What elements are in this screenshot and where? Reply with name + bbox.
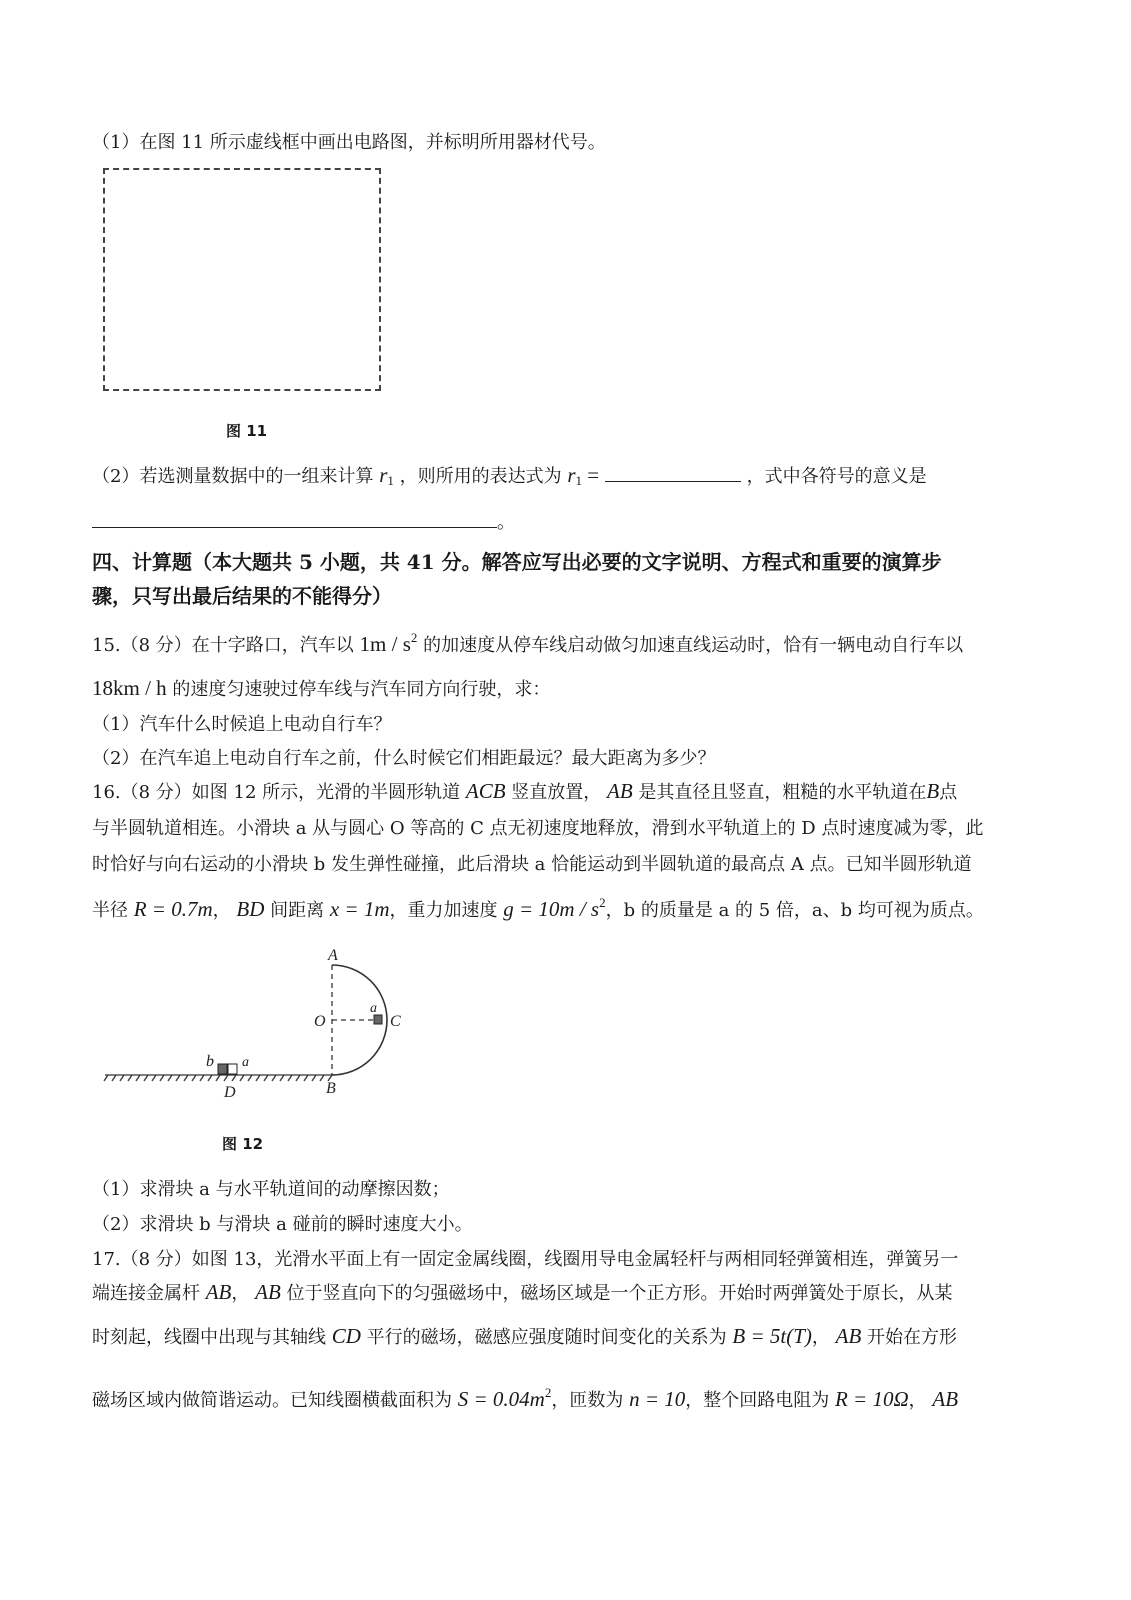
q17-cd: CD (331, 1324, 361, 1348)
q17-line4 (92, 1385, 958, 1412)
section4-heading-line2: 骤，只写出最后结果的不能得分） (92, 584, 392, 608)
figure-12-diagram (100, 940, 430, 1110)
q14-part2-text-c: ，式中各符号的意义是 (746, 466, 927, 487)
q17-line3 (92, 1323, 957, 1349)
q16-text-h: ，重力加速度 (389, 900, 498, 921)
q15-part1: （1）汽车什么时候追上电动自行车？ (92, 714, 392, 735)
q16-b: B (926, 779, 940, 803)
q16-text-a: 16.（8 分）如图 12 所示，光滑的半圆形轨道 (92, 782, 461, 803)
q17-ab: AB (205, 1280, 232, 1304)
q14-part2-line2 (92, 508, 515, 534)
circuit-drawing-box[interactable] (103, 168, 381, 391)
q17-line1: 17.（8 分）如图 13，光滑水平面上有一固定金属线圈，线圈用导电金属轻杆与两相同轻弹簧相连，弹簧另一 (92, 1249, 959, 1270)
q16-bd: BD (236, 897, 265, 921)
block-a-at-c (374, 1015, 382, 1024)
label-a-bottom: a (242, 1055, 249, 1070)
q16-text-b: 竖直放置， (511, 782, 602, 803)
q14-part1: （1）在图 11 所示虚线框中画出电路图，并标明所用器材代号。 (92, 132, 606, 153)
q16-part1: （1）求滑块 a 与水平轨道间的动摩擦因数； (92, 1179, 450, 1200)
q17-ab-3: AB (835, 1324, 862, 1348)
q17-text-a: 端连接金属杆 (92, 1283, 200, 1304)
label-B: B (326, 1080, 336, 1097)
q15-text-a: 15.（8 分）在十字路口，汽车以 (92, 635, 354, 656)
q15-speed: 18km / h (92, 676, 167, 700)
answer-blank-meaning[interactable] (92, 509, 497, 528)
q17-text-f: ， (811, 1327, 830, 1348)
figure-11-caption: 图 11 (226, 422, 268, 440)
label-b: b (206, 1053, 214, 1070)
label-A: A (328, 947, 338, 964)
answer-blank-expression[interactable] (605, 463, 741, 482)
q16-gravity: $g = 10m / s^2$ (503, 895, 606, 921)
q17-text-g: 开始在方形 (867, 1327, 958, 1348)
q16-line3: 时恰好与向右运动的小滑块 b 发生弹性碰撞，此后滑块 a 恰能运动到半圆轨道的最高点 A 点。已知半圆形轨道 (92, 854, 972, 875)
q16-ab: AB (607, 779, 633, 803)
q15-text-c: 的速度匀速驶过停车线与汽车同方向行驶，求： (172, 679, 551, 700)
q17-text-k: ， (908, 1390, 927, 1411)
q17-ab-4: AB (932, 1387, 959, 1411)
q14-part2-text-a: （2）若选测量数据中的一组来计算 (92, 466, 374, 487)
figure-12-caption: 图 12 (222, 1135, 264, 1153)
q17-text-e: 平行的磁场，磁感应强度随时间变化的关系为 (366, 1327, 727, 1348)
q17-line2 (92, 1279, 953, 1305)
q17-turns: n = 10 (629, 1387, 686, 1411)
q14-end-mark: 。 (497, 512, 515, 533)
q17-text-c: 位于竖直向下的匀强磁场中，磁场区域是一个正方形。开始时两弹簧处于原长，从某 (286, 1283, 953, 1304)
q16-text-d: 点 (939, 782, 958, 803)
q15-text-b: 的加速度从停车线启动做匀加速直线运动时，恰有一辆电动自行车以 (423, 635, 964, 656)
label-a-top: a (370, 1001, 377, 1016)
track-hatching (104, 1075, 332, 1081)
symbol-r1-eq: $r_1$ = (567, 463, 600, 488)
q16-text-i: ，b 的质量是 a 的 5 倍，a、b 均可视为质点。 (605, 900, 984, 921)
block-b (218, 1064, 227, 1074)
symbol-r1: $r_1$ (379, 463, 394, 488)
q16-text-g: 间距离 (270, 900, 325, 921)
q17-text-b: ， (231, 1283, 250, 1304)
q16-line2: 与半圆轨道相连。小滑块 a 从与圆心 O 等高的 C 点无初速度地释放，滑到水平轨道上的 D 点时速度减为零，此 (92, 818, 984, 839)
q17-text-h: 磁场区域内做简谐运动。已知线圈横截面积为 (92, 1390, 452, 1411)
q15-line2 (92, 675, 550, 701)
q14-part2 (92, 462, 927, 489)
q16-part2: （2）求滑块 b 与滑块 a 碰前的瞬时速度大小。 (92, 1214, 473, 1235)
label-O: O (314, 1013, 326, 1030)
q17-text-j: ，整个回路电阻为 (685, 1390, 830, 1411)
q17-text-d: 时刻起，线圈中出现与其轴线 (92, 1327, 326, 1348)
q17-ab-2: AB (255, 1280, 281, 1304)
q16-text-e: 半径 (92, 900, 128, 921)
q15-line1 (92, 630, 963, 657)
q16-text-f: ， (212, 900, 231, 921)
q15-acceleration: $1m / s^2$ (359, 630, 418, 656)
q14-part2-text-b: ，则所用的表达式为 (399, 466, 562, 487)
q17-area: $S = 0.04m^2$ (457, 1385, 552, 1411)
q17-bfield: B = 5t(T) (732, 1324, 812, 1348)
q16-line1 (92, 778, 957, 804)
q15-part2: （2）在汽车追上电动自行车之前，什么时候它们相距最远？最大距离为多少？ (92, 748, 716, 769)
q17-text-i: ，匝数为 (551, 1390, 624, 1411)
q16-acb: ACB (465, 779, 506, 803)
label-C: C (390, 1013, 401, 1030)
q16-radius: R = 0.7m (133, 897, 213, 921)
label-D: D (224, 1084, 236, 1101)
q16-distance: x = 1m (329, 897, 390, 921)
q16-text-c: 是其直径且竖直，粗糙的水平轨道在 (638, 782, 927, 803)
q17-resistance: R = 10Ω (834, 1387, 909, 1411)
q16-line4 (92, 895, 984, 922)
section4-heading-line1: 四、计算题（本大题共 5 小题，共 41 分。解答应写出必要的文字说明、方程式和重要的演算步 (92, 550, 942, 574)
block-a-at-d (228, 1064, 237, 1074)
